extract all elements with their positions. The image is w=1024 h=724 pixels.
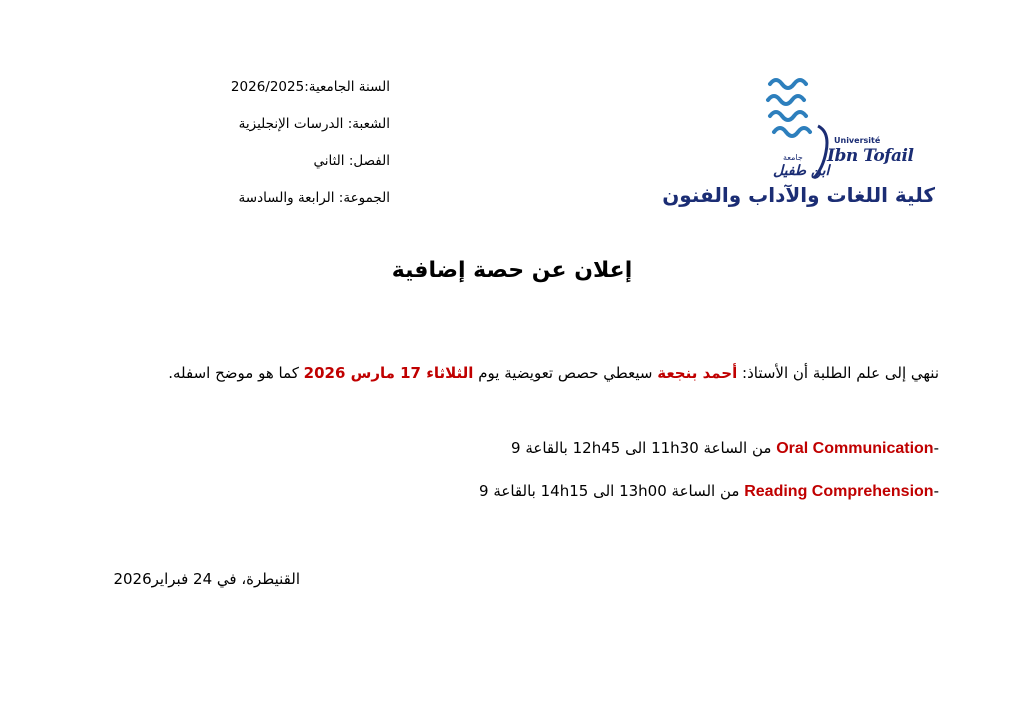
department: الشعبة: الدرسات الإنجليزية [238, 116, 390, 132]
academic-year: السنة الجامعية:2026/2025 [230, 79, 390, 95]
university-logo [662, 70, 940, 220]
session-details: من الساعة 13h00 الى 14h15 بالقاعة 9 [479, 482, 740, 500]
session-reading-comprehension [112, 480, 939, 503]
session-date: الثلاثاء 17 مارس 2026 [303, 364, 474, 382]
course-name: Oral Communication [776, 440, 934, 457]
session-dash: - [933, 482, 939, 500]
announcement-title: إعلان عن حصة إضافية [391, 258, 633, 283]
intro-text-3: كما هو موضح اسفله. [168, 364, 304, 382]
session-dash: - [933, 439, 939, 457]
intro-text-1: ننهي إلى علم الطلبة أن الأستاذ: [737, 364, 939, 382]
announcement-intro [112, 362, 939, 384]
group: الجموعة: الرابعة والسادسة [238, 190, 390, 206]
semester: الفصل: الثاني [313, 153, 390, 169]
professor-name: أحمد بنجعة [657, 364, 738, 382]
logo-ibn-tofail-arabic: ابن طفيل [773, 163, 830, 179]
place-date-signature: القنيطرة، في 24 فبراير2026 [113, 570, 300, 588]
session-details: من الساعة 11h30 الى 12h45 بالقاعة 9 [511, 439, 772, 457]
logo-jamia-label: جامعة [783, 153, 803, 162]
header-meta [140, 78, 390, 226]
logo-university-label: Université [834, 136, 881, 145]
session-oral-communication [112, 437, 939, 460]
logo-faculty-name: كلية اللغات والآداب والفنون [662, 183, 935, 207]
intro-text-2: سيعطي حصص تعويضية يوم [473, 364, 658, 382]
logo-ibn-tofail-label: Ibn Tofail [827, 146, 914, 166]
course-name: Reading Comprehension [744, 483, 934, 500]
